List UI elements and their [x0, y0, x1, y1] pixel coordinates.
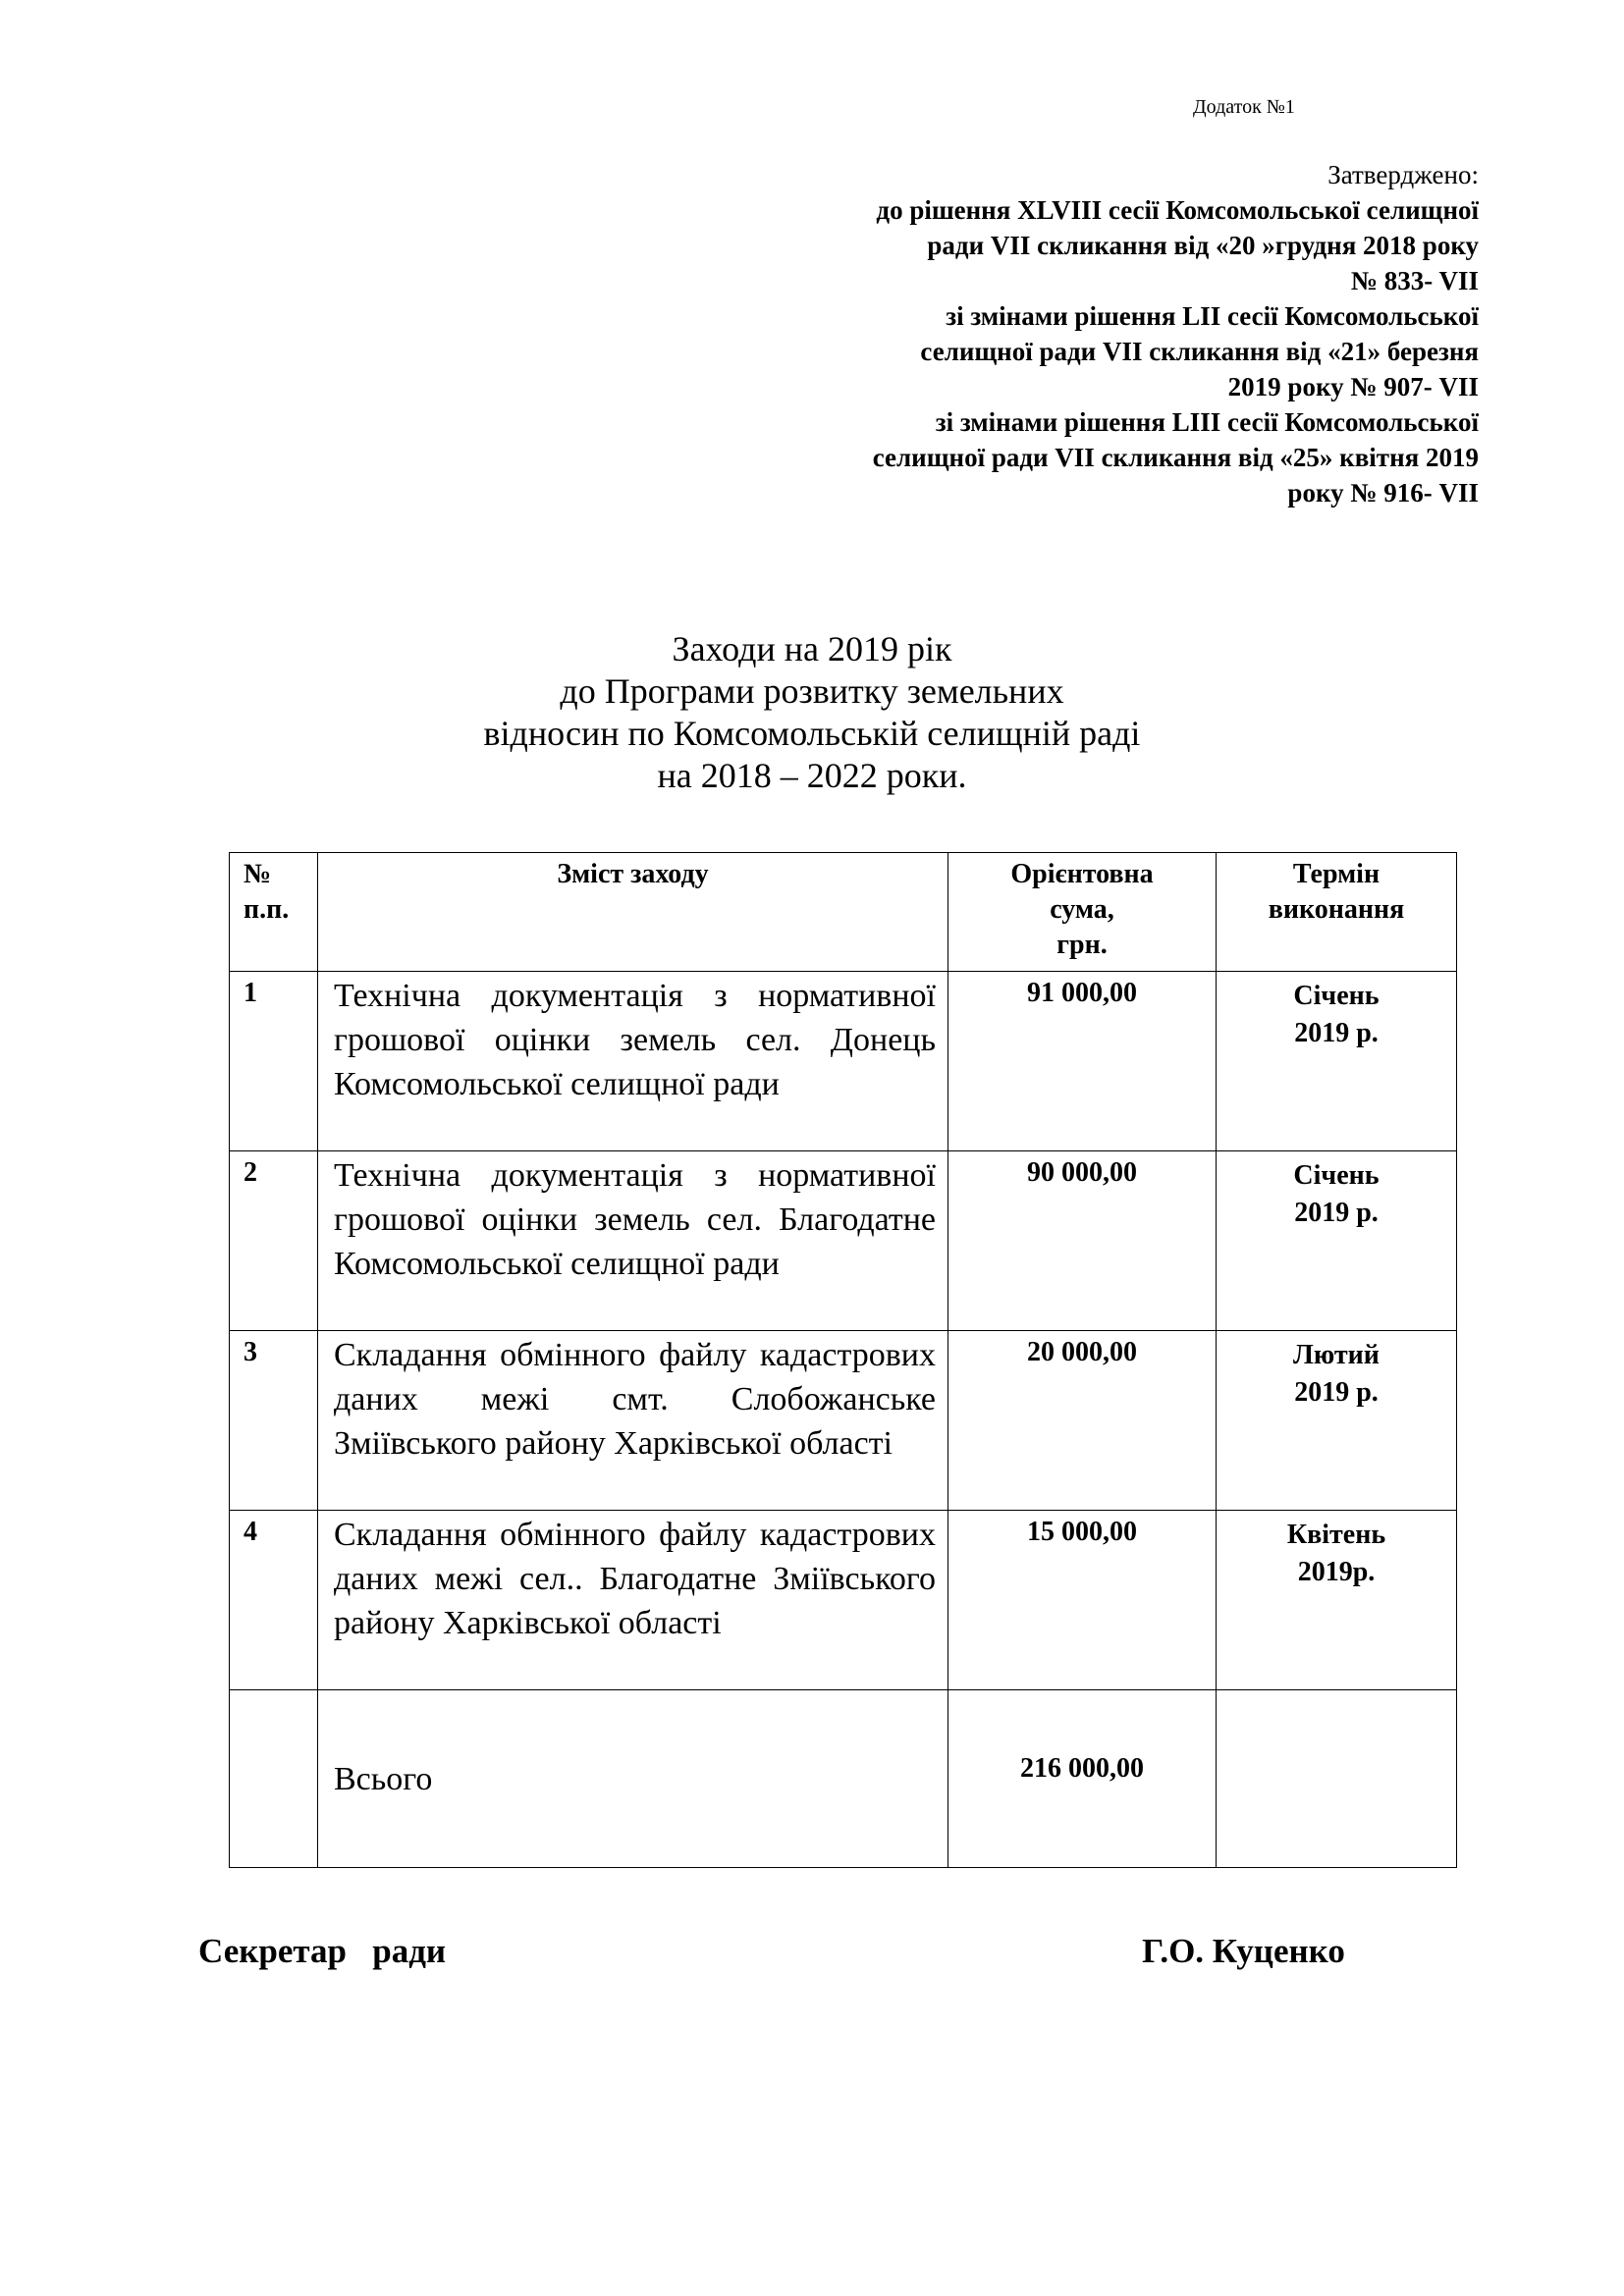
total-sum: 216 000,00 — [948, 1690, 1217, 1868]
row-term-year: 2019 р. — [1294, 1198, 1379, 1228]
title-line: до Програми розвитку земельних — [560, 671, 1064, 711]
header-sum-line: сума, — [1050, 894, 1114, 925]
approved-label: Затверджено: — [1327, 160, 1479, 189]
approval-line: зі змінами рішення LII сесії Комсомольської — [946, 301, 1479, 331]
row-term — [1217, 1151, 1457, 1331]
row-number: 1 — [230, 972, 318, 1151]
table-total-row — [230, 1690, 1457, 1868]
total-term-empty — [1217, 1690, 1457, 1868]
header-sum-line: Орієнтовна — [1010, 859, 1154, 889]
row-sum: 90 000,00 — [948, 1151, 1217, 1331]
signature-name: Г.О. Куценко — [1142, 1932, 1345, 1970]
row-content: Технічна документація з нормативної грошової оцінки земель сел. Донець Комсомольської селищної ради — [318, 972, 948, 1151]
approval-line: року № 916- VII — [1287, 478, 1479, 507]
row-content: Складання обмінного файлу кадастрових даних межі смт. Слобожанське Зміївського району Харківської області — [318, 1331, 948, 1511]
header-sum-line: грн. — [1056, 930, 1108, 960]
table-row — [230, 1151, 1457, 1331]
row-content: Технічна документація з нормативної грошової оцінки земель сел. Благодатне Комсомольської селищної ради — [318, 1151, 948, 1331]
row-term-month: Січень — [1293, 1160, 1380, 1191]
table-row — [230, 972, 1457, 1151]
row-term-month: Квітень — [1286, 1520, 1386, 1550]
row-sum: 91 000,00 — [948, 972, 1217, 1151]
header-term-line: виконання — [1268, 894, 1405, 925]
measures-table — [229, 852, 1457, 1868]
row-sum: 20 000,00 — [948, 1331, 1217, 1511]
approval-line: зі змінами рішення LIII сесії Комсомольської — [935, 407, 1479, 437]
header-term-line: Термін — [1292, 859, 1380, 889]
row-term-year: 2019р. — [1297, 1557, 1376, 1587]
appendix-number: Додаток №1 — [1193, 96, 1295, 118]
row-term-month: Січень — [1293, 981, 1380, 1011]
row-term — [1217, 1331, 1457, 1511]
row-sum: 15 000,00 — [948, 1511, 1217, 1690]
approval-line: № 833- VII — [1350, 266, 1479, 295]
approval-line: селищної ради VII скликання від «21» березня — [920, 337, 1479, 366]
header-content: Зміст заходу — [318, 853, 948, 972]
document-title — [0, 628, 1624, 797]
approval-line: ради VII скликання від «20 »грудня 2018 року — [927, 231, 1479, 260]
approval-block — [732, 157, 1479, 510]
total-label: Всього — [318, 1690, 948, 1868]
header-term — [1217, 853, 1457, 972]
header-number-line: п.п. — [244, 894, 290, 925]
table-row — [230, 1331, 1457, 1511]
title-line: Заходи на 2019 рік — [672, 629, 952, 668]
row-content: Складання обмінного файлу кадастрових даних межі сел.. Благодатне Зміївського району Харківської області — [318, 1511, 948, 1690]
signature-position: Секретар ради — [198, 1932, 447, 1970]
total-number-empty — [230, 1690, 318, 1868]
header-number-line: № — [244, 859, 272, 889]
row-term — [1217, 972, 1457, 1151]
approval-line: селищної ради VII скликання від «25» квітня 2019 — [872, 443, 1479, 472]
row-number: 3 — [230, 1331, 318, 1511]
row-number: 2 — [230, 1151, 318, 1331]
header-number — [230, 853, 318, 972]
table-row — [230, 1511, 1457, 1690]
title-line: відносин по Комсомольській селищній раді — [483, 714, 1141, 753]
header-sum — [948, 853, 1217, 972]
row-term-month: Лютий — [1293, 1340, 1380, 1370]
row-term — [1217, 1511, 1457, 1690]
approval-line: до рішення XLVIII сесії Комсомольської селищної — [876, 195, 1479, 225]
row-number: 4 — [230, 1511, 318, 1690]
title-line: на 2018 – 2022 роки. — [657, 756, 967, 795]
table-header-row — [230, 853, 1457, 972]
row-term-year: 2019 р. — [1294, 1377, 1379, 1408]
approval-line: 2019 року № 907- VII — [1227, 372, 1479, 401]
row-term-year: 2019 р. — [1294, 1018, 1379, 1048]
